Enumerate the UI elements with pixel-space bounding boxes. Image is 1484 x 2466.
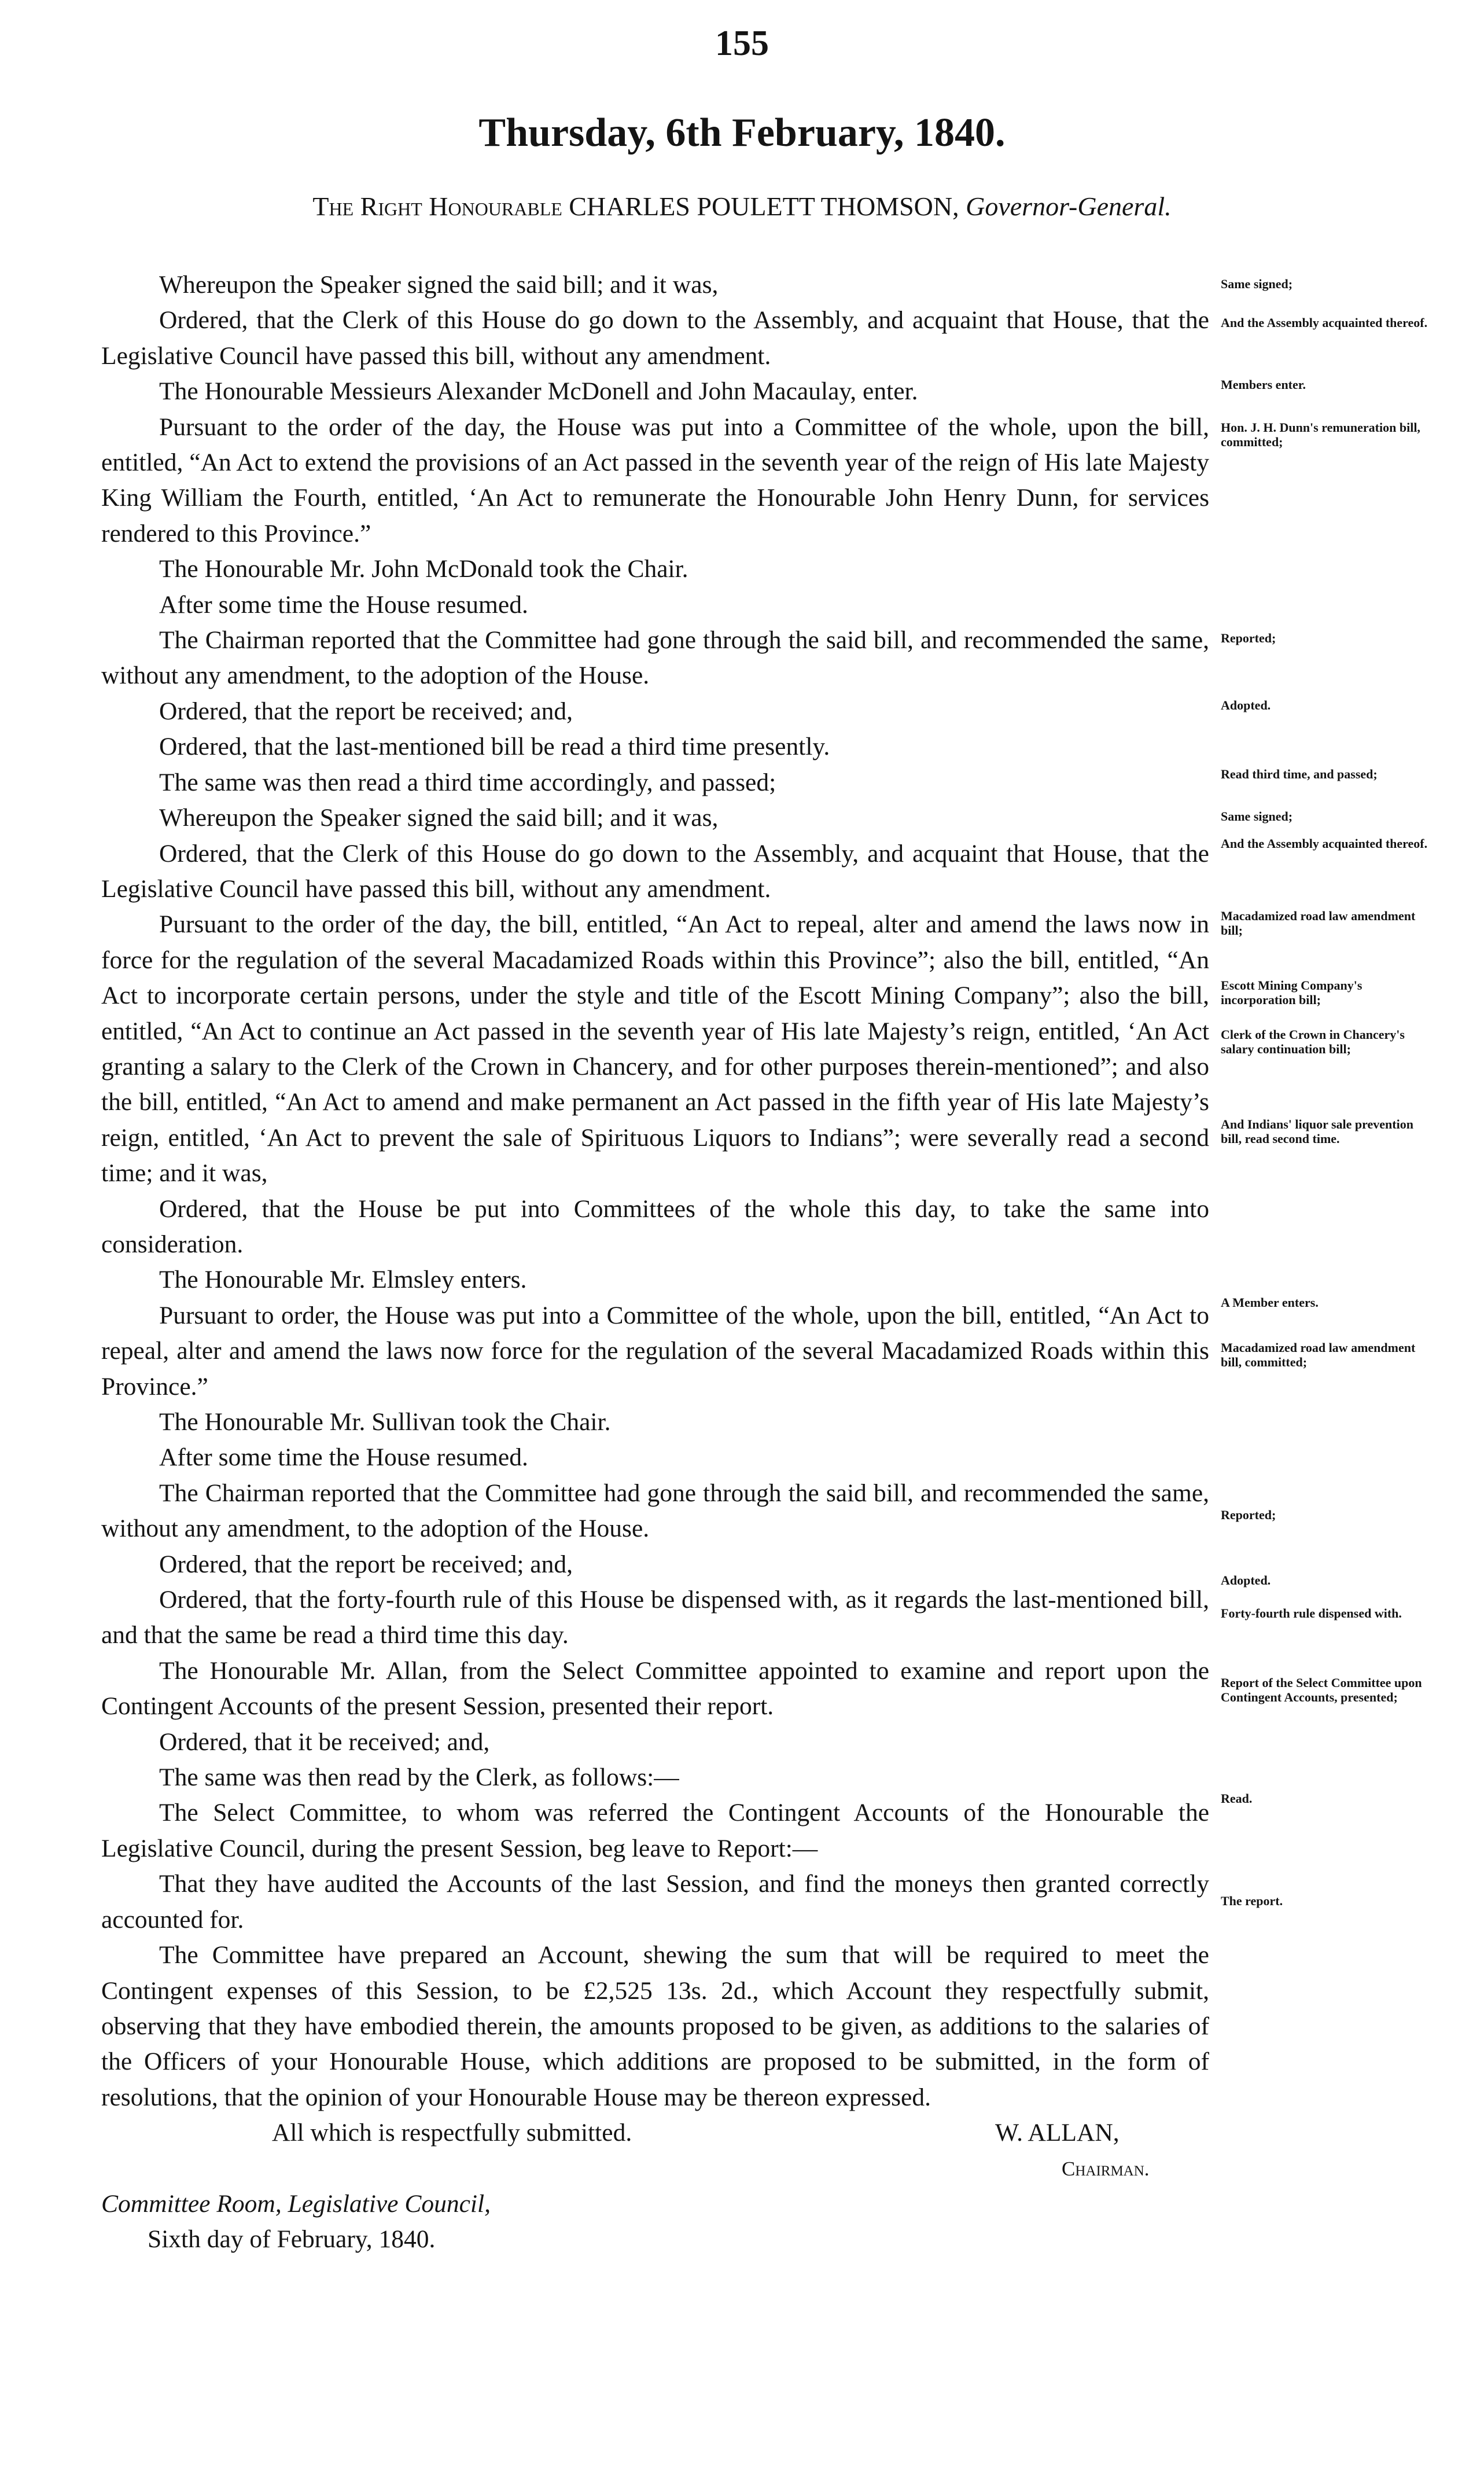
margin-note: Forty-fourth rule dispensed with.	[1221, 1606, 1402, 1620]
paragraph: That they have audited the Accounts of the last Session, and find the moneys then granted correctly accounted for.	[101, 1870, 1209, 1934]
margin-note: Reported;	[1221, 1508, 1276, 1522]
governor-line	[0, 191, 1484, 222]
submitted-text: All which is respectfully submitted.	[272, 2119, 632, 2147]
margin-note: Report of the Select Committee upon Contingent Accounts, presented;	[1221, 1675, 1422, 1704]
paragraph: The Chairman reported that the Committee had gone through the said bill, and recommended the same, without any amendment, to the adoption of the House.	[101, 626, 1209, 690]
paragraph: The Chairman reported that the Committee had gone through the said bill, and recommended the same, without any amendment, to the adoption of the House.	[101, 1479, 1209, 1543]
document-body	[101, 267, 1209, 2258]
paragraph: The Honourable Mr. Sullivan took the Chair.	[159, 1408, 611, 1436]
governor-title: Governor-General.	[966, 192, 1172, 221]
paragraph: The Honourable Mr. John McDonald took the Chair.	[159, 555, 688, 583]
margin-note: Reported;	[1221, 631, 1276, 645]
committee-room: Committee Room, Legislative Council,	[101, 2189, 491, 2218]
margin-note: Escott Mining Company's incorporation bill;	[1221, 978, 1363, 1007]
margin-note: Clerk of the Crown in Chancery's salary continuation bill;	[1221, 1027, 1405, 1056]
margin-note: And the Assembly acquainted thereof.	[1221, 315, 1428, 330]
governor-name: CHARLES POULETT THOMSON,	[569, 192, 959, 221]
margin-note: The report.	[1221, 1894, 1283, 1908]
report-date: Sixth day of February, 1840.	[148, 2225, 436, 2254]
paragraph: Ordered, that the Clerk of this House do go down to the Assembly, and acquaint that House, that the Legislative Council have passed this bill, without any amendment.	[101, 839, 1209, 903]
paragraph: The Honourable Mr. Allan, from the Select Committee appointed to examine and report upon the Contingent Accounts of the present Session, presented their report.	[101, 1656, 1209, 1721]
paragraph: After some time the House resumed.	[159, 590, 528, 619]
margin-note: Hon. J. H. Dunn's remuneration bill, committed;	[1221, 420, 1420, 449]
paragraph: Pursuant to the order of the day, the House was put into a Committee of the whole, upon the bill, entitled, “An Act to extend the provisions of an Act passed in the seventh year of the reign of His late Majesty King William the Fourth, entitled, ‘An Act to remunerate the Honourable John Henry Dunn, for services rendered to this Province.”	[101, 413, 1209, 547]
paragraph: The Honourable Messieurs Alexander McDonell and John Macaulay, enter.	[159, 377, 918, 406]
margin-note: Same signed;	[1221, 809, 1293, 824]
paragraph: The Honourable Mr. Elmsley enters.	[159, 1266, 527, 1294]
margin-note: Same signed;	[1221, 277, 1293, 291]
margin-note: Read.	[1221, 1791, 1253, 1806]
paragraph: After some time the House resumed.	[159, 1443, 528, 1472]
paragraph: Ordered, that the report be received; and,	[159, 697, 573, 725]
paragraph: Ordered, that the Clerk of this House do go down to the Assembly, and acquaint that House, that the Legislative Council have passed this bill, without any amendment.	[101, 306, 1209, 370]
paragraph: The Select Committee, to whom was referred the Contingent Accounts of the Honourable the Legislative Council, during the present Session, beg leave to Report:—	[101, 1799, 1209, 1862]
paragraph: Ordered, that the forty-fourth rule of this House be dispensed with, as it regards the last-mentioned bill, and that the same be read a third time this day.	[101, 1586, 1209, 1649]
margin-note: Adopted.	[1221, 1573, 1271, 1587]
paragraph: Pursuant to order, the House was put into a Committee of the whole, upon the bill, entitled, “An Act to repeal, alter and amend the laws now force for the regulation of the several Macadamized Roads within this Province.”	[101, 1301, 1209, 1401]
margin-note: A Member enters.	[1221, 1295, 1319, 1310]
paragraph: The Committee have prepared an Account, shewing the sum that will be required to meet the Contingent expenses of this Session, to be £2,525 13s. 2d., which Account they respectfully submit, observing that they have embodied therein, the amounts proposed to be given, as additions to the salaries of the Officers of your Honourable House, which additions are proposed to be submitted, in the form of resolutions, that the opinion of your Honourable House may be thereon expressed.	[101, 1941, 1209, 2111]
paragraph: Ordered, that the last-mentioned bill be read a third time presently.	[159, 733, 830, 761]
margin-note: And Indians' liquor sale prevention bill, read second time.	[1221, 1117, 1413, 1146]
paragraph: Whereupon the Speaker signed the said bill; and it was,	[159, 804, 719, 832]
margin-note: And the Assembly acquainted thereof.	[1221, 836, 1428, 851]
margin-note: Adopted.	[1221, 698, 1271, 712]
date-heading: Thursday, 6th February, 1840.	[478, 111, 1006, 155]
signature: W. ALLAN,	[995, 2119, 1120, 2147]
paragraph: Whereupon the Speaker signed the said bill; and it was,	[159, 271, 719, 299]
margin-note: Macadamized road law amendment bill;	[1221, 909, 1416, 938]
margin-note: Macadamized road law amendment bill, committed;	[1221, 1340, 1416, 1369]
margin-note: Read third time, and passed;	[1221, 767, 1378, 781]
signature-title: Chairman.	[1062, 2157, 1150, 2180]
paragraph: Ordered, that the report be received; and,	[159, 1550, 573, 1578]
paragraph: Pursuant to the order of the day, the bill, entitled, “An Act to repeal, alter and amend the laws now in force for the regulation of the several Macadamized Roads within this Province”; also the bill, entitled, “An Act to incorporate certain persons, under the style and title of the Escott Mining Company”; also the bill, entitled, “An Act to continue an Act passed in the seventh year of His late Majesty’s reign, entitled, ‘An Act granting a salary to the Clerk of the Crown in Chancery, and for other purposes therein-mentioned”; and also the bill, entitled, “An Act to amend and make permanent an Act passed in the fifth year of His late Majesty’s reign, entitled, ‘An Act to prevent the sale of Spirituous Liquors to Indians”; were severally read a second time; and it was,	[101, 910, 1209, 1188]
paragraph: The same was then read by the Clerk, as follows:—	[159, 1763, 679, 1792]
paragraph: The same was then read a third time accordingly, and passed;	[159, 768, 776, 796]
submission-line	[101, 2115, 1209, 2151]
margin-note: Members enter.	[1221, 377, 1306, 392]
signature-title-line	[101, 2151, 1209, 2186]
page-number: 155	[715, 24, 769, 63]
paragraph: Ordered, that it be received; and,	[159, 1728, 490, 1756]
governor-prefix: The Right Honourable	[312, 192, 562, 221]
paragraph: Ordered, that the House be put into Committees of the whole this day, to take the same into consideration.	[101, 1195, 1209, 1258]
